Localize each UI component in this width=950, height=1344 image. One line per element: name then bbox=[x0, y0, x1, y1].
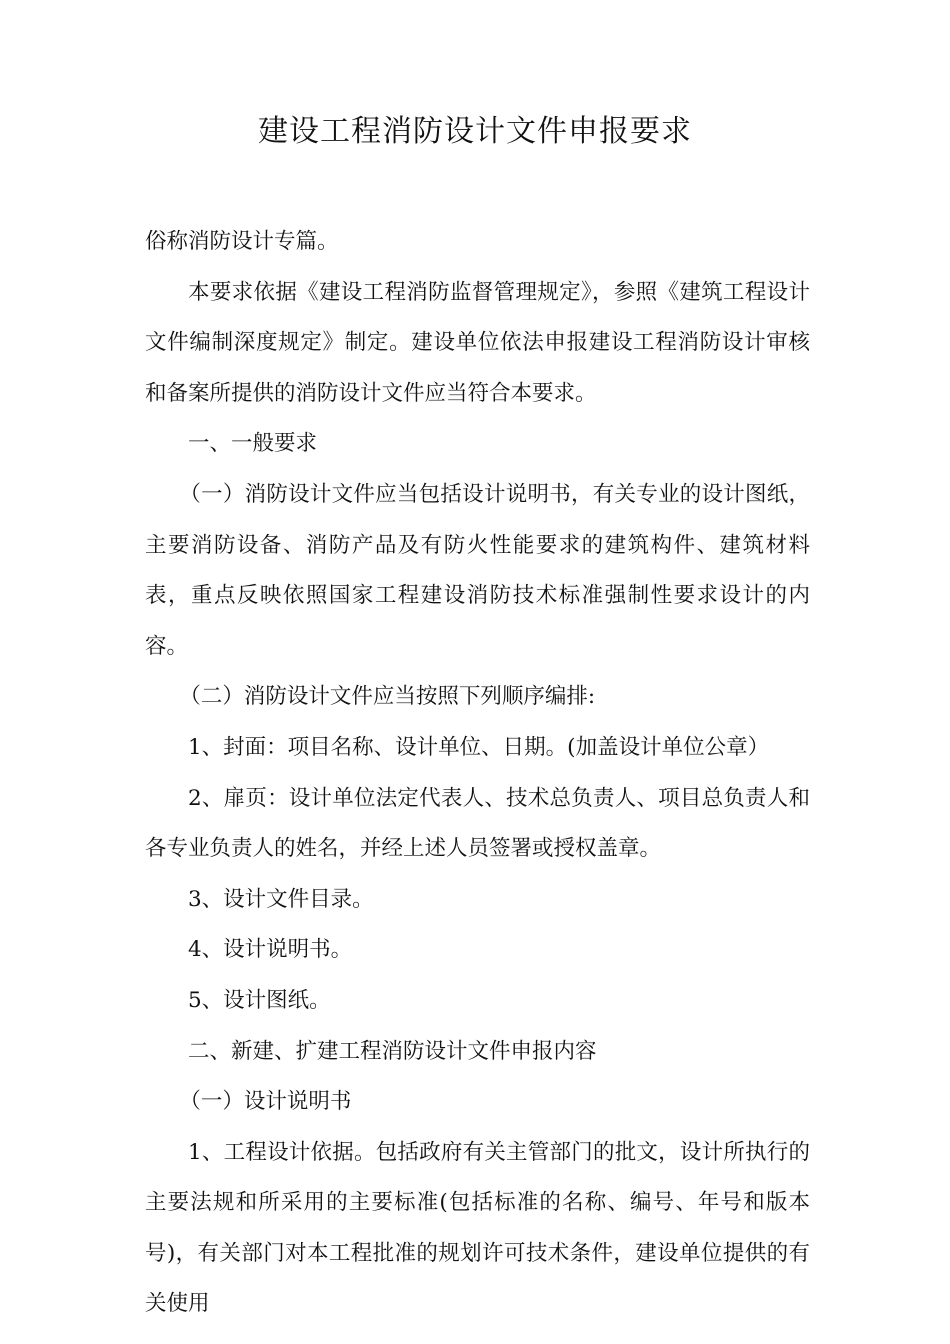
document-body bbox=[145, 217, 810, 1330]
section-heading-new-construction: 二、新建、扩建工程消防设计文件申报内容 bbox=[188, 1038, 597, 1064]
paragraph-design-basis: 1、工程设计依据。包括政府有关主管部门的批文，设计所执行的主要法规和所采用的主要标准(包括标准的名称、编号、年号和版本号)，有关部门对本工程批准的规划许可技术条件，建设单位提供的有关使用 bbox=[145, 1139, 810, 1317]
paragraph-continuation: 俗称消防设计专篇。 bbox=[145, 229, 339, 254]
document-title: 建设工程消防设计文件申报要求 bbox=[258, 114, 692, 149]
section-heading-general: 一、一般要求 bbox=[188, 431, 318, 457]
list-item-title-page: 2、扉页：设计单位法定代表人、技术总负责人、项目总负责人和各专业负责人的姓名，并经上述人员签署或授权盖章。 bbox=[145, 785, 810, 862]
subsection-heading-specification: （一）设计说明书 bbox=[179, 1089, 352, 1115]
list-item-contents: 3、设计文件目录。 bbox=[188, 886, 374, 912]
list-item-cover: 1、封面：项目名称、设计单位、日期。(加盖设计单位公章） bbox=[188, 734, 770, 760]
paragraph-general-2: （二）消防设计文件应当按照下列顺序编排: bbox=[179, 684, 596, 710]
list-item-specification: 4、设计说明书。 bbox=[188, 937, 353, 963]
paragraph-general-1: （一）消防设计文件应当包括设计说明书，有关专业的设计图纸，主要消防设备、消防产品及有防火性能要求的建筑构件、建筑材料表，重点反映依照国家工程建设消防技术标准强制性要求设计的内容。 bbox=[145, 481, 810, 659]
paragraph-basis: 本要求依据《建设工程消防监督管理规定》，参照《建筑工程设计文件编制深度规定》制定。建设单位依法申报建设工程消防设计审核和备案所提供的消防设计文件应当符合本要求。 bbox=[145, 279, 810, 406]
list-item-drawings: 5、设计图纸。 bbox=[188, 987, 331, 1013]
